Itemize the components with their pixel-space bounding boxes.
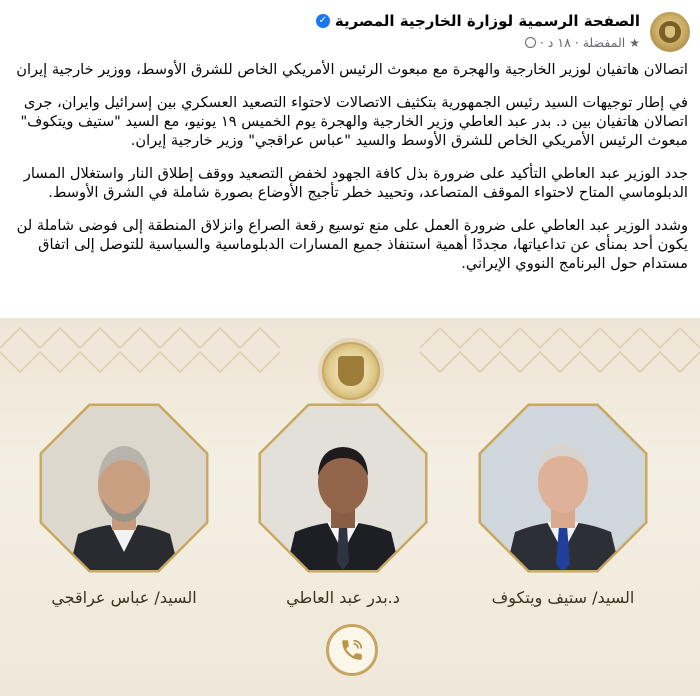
person-name-araghchi: السيد/ عباس عراقجي <box>51 588 197 607</box>
post-header <box>0 8 700 58</box>
page-avatar[interactable] <box>650 12 690 52</box>
eagle-emblem-icon <box>659 21 681 43</box>
page-name[interactable]: الصفحة الرسمية لوزارة الخارجية المصرية <box>334 12 640 30</box>
ministry-emblem-icon <box>322 342 380 400</box>
post-paragraph-4: وشدد الوزير عبد العاطي على ضرورة العمل على منع توسيع رقعة الصراع وانزلاق المنطقة إلى فوضى شاملة لن يكون أحد بمنأى عن تداعياتها، مجددًا أهمية استنفاذ جميع المسارات الدبلوماسية والسياسية للتوصل إلى اتفاق مستدام حول البرنامج النووي الإيراني. <box>16 217 688 272</box>
post-image[interactable] <box>0 318 700 696</box>
star-icon: ★ <box>629 35 640 50</box>
portrait-frame-araghchi <box>38 402 210 574</box>
person-name-abdelatty: د.بدر عبد العاطي <box>286 588 400 607</box>
verified-badge-icon: ✓ <box>316 14 330 28</box>
phone-call-icon <box>326 624 378 676</box>
person-name-witkoff: السيد/ ستيف ويتكوف <box>491 588 635 607</box>
post-meta <box>525 35 640 50</box>
globe-icon <box>525 37 536 48</box>
post-body <box>12 60 688 287</box>
post-paragraph-2: في إطار توجيهات السيد رئيس الجمهورية بتكثيف الاتصالات لاحتواء التصعيد العسكري بين إسرائيل وايران، جرى اتصالان هاتفيان بين د. بدر عبد العاطي وزير الخارجية والهجرة يوم الخميس ١٩ يونيو، مع السيد "ستيف ويتكوف" مبعوث الرئيس الأمريكي الخاص للشرق الأوسط والسيد "عباس عراقجي" وزير خارجية إيران. <box>20 94 688 149</box>
portrait-frame-witkoff <box>477 402 649 574</box>
post-paragraph-3: جدد الوزير عبد العاطي التأكيد على ضرورة بذل كافة الجهود لخفض التصعيد ووقف إطلاق النار واستغلال المسار الدبلوماسي المتاح لاحتواء الموقف المتصاعد، وتحييد خطر تأجيج الأوضاع بصورة شاملة في الشرق الأوسط. <box>23 165 688 201</box>
post-meta-text[interactable]: المفضلة · ١٨ د · <box>539 35 626 50</box>
page-name-row <box>316 12 640 30</box>
portrait-frame-abdelatty <box>257 402 429 574</box>
post-paragraph-1: اتصالان هاتفيان لوزير الخارجية والهجرة مع مبعوث الرئيس الأمريكي الخاص للشرق الأوسط، ووزير خارجية إيران <box>16 61 688 78</box>
